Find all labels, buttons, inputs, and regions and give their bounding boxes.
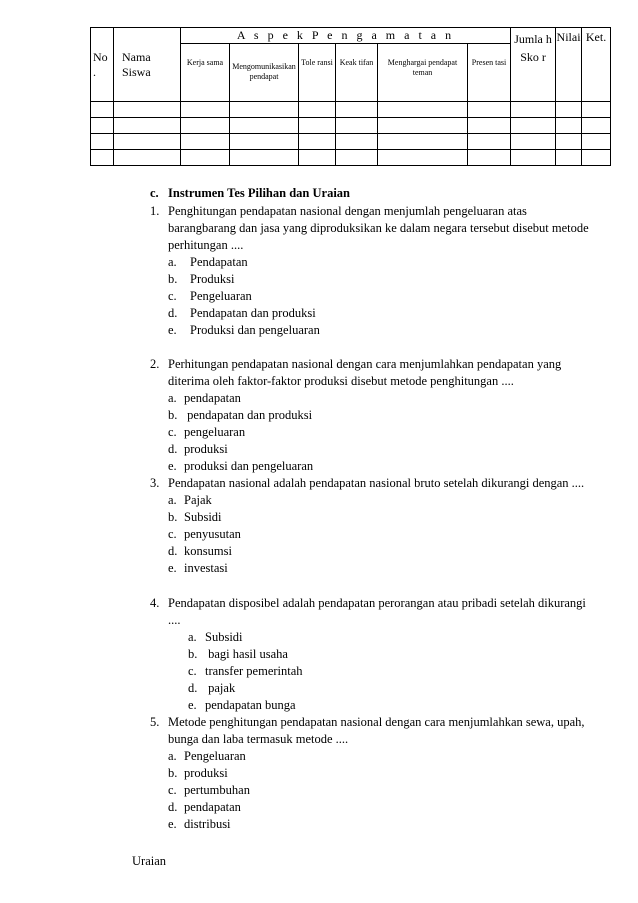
section-label: c. [150,186,159,200]
option-text: distribusi [184,817,231,831]
option-text: produksi dan pengeluaran [184,459,314,473]
option-text: Pendapatan dan produksi [190,306,316,320]
option-label: a. [188,630,197,644]
header-ket: Ket. [582,28,611,102]
question-text: bunga dan laba termasuk metode .... [168,732,349,746]
aspect-header: Keak tifan [336,44,378,102]
header-aspek-pengamatan: A s p e k P e n g a m a t a n [181,28,511,44]
option-text: pertumbuhan [184,783,250,797]
option-label: e. [168,817,177,831]
option-text: pendapatan [184,391,241,405]
question-number: 5. [150,715,160,729]
option-text: pajak [205,681,236,695]
option-text: pendapatan [184,800,241,814]
option-label: c. [168,289,177,303]
option-text: Pengeluaran [184,749,246,763]
table-row [91,150,611,166]
option-label: b. [168,510,178,524]
option-text: pendapatan dan produksi [184,408,313,422]
aspect-header: Kerja sama [181,44,230,102]
aspect-header: Mengomunikasikan pendapat [230,44,299,102]
question-text: .... [168,613,181,627]
option-label: d. [168,544,178,558]
question-text: barangbarang dan jasa yang diproduksikan ke dalam negara tersebut disebut metode [168,221,589,235]
option-text: pengeluaran [184,425,246,439]
header-nama-siswa: Nama Siswa [114,28,181,102]
option-label: c. [168,783,177,797]
option-text: produksi [184,442,228,456]
question-number: 4. [150,596,160,610]
question-text: perhitungan .... [168,238,244,252]
option-text: Subsidi [205,630,243,644]
option-label: b. [168,272,178,286]
option-text: bagi hasil usaha [205,647,288,661]
question-text: Penghitungan pendapatan nasional dengan menjumlah pengeluaran atas [168,204,527,218]
option-text: Pendapatan [190,255,248,269]
aspect-header: Menghargai pendapat teman [378,44,468,102]
option-text: konsumsi [184,544,232,558]
option-text: penyusutan [184,527,241,541]
option-label: b. [188,647,198,661]
header-no: No . [91,28,114,102]
question-number: 2. [150,357,160,371]
option-label: c. [168,425,177,439]
question-text: Perhitungan pendapatan nasional dengan cara menjumlahkan pendapatan yang [168,357,562,371]
question-number: 3. [150,476,160,490]
uraian-label: Uraian [132,854,167,868]
question-text: Pendapatan nasional adalah pendapatan nasional bruto setelah dikurangi dengan .... [168,476,585,490]
table-row [91,102,611,118]
aspect-header: Presen tasi [468,44,511,102]
option-text: Produksi dan pengeluaran [190,323,320,337]
question-text: diterima oleh faktor-faktor produksi disebut metode penghitungan .... [168,374,514,388]
option-label: d. [168,442,178,456]
aspect-header: Tole ransi [299,44,336,102]
option-label: d. [168,800,178,814]
option-text: transfer pemerintah [205,664,303,678]
option-label: a. [168,493,177,507]
option-label: e. [188,698,197,712]
option-label: e. [168,459,177,473]
option-label: b. [168,408,178,422]
option-label: a. [168,749,177,763]
option-text: investasi [184,561,228,575]
option-text: Subsidi [184,510,222,524]
question-number: 1. [150,204,160,218]
option-label: a. [168,255,177,269]
option-label: c. [168,527,177,541]
option-label: e. [168,561,177,575]
option-text: pendapatan bunga [205,698,296,712]
section-heading: Instrumen Tes Pilihan dan Uraian [168,186,350,200]
option-text: Produksi [190,272,235,286]
question-text: Pendapatan disposibel adalah pendapatan perorangan atau pribadi setelah dikurangi [168,596,586,610]
table-row [91,118,611,134]
option-label: c. [188,664,197,678]
header-jumlah-skor: Jumla h Sko r [511,28,556,102]
table-row [91,134,611,150]
option-label: d. [168,306,178,320]
option-label: b. [168,766,178,780]
option-text: Pajak [184,493,212,507]
option-label: e. [168,323,177,337]
option-label: d. [188,681,198,695]
option-text: Pengeluaran [190,289,252,303]
option-text: produksi [184,766,228,780]
option-label: a. [168,391,177,405]
header-nilai: Nilai [556,28,582,102]
question-text: Metode penghitungan pendapatan nasional dengan cara menjumlahkan sewa, upah, [168,715,585,729]
observation-table [90,27,611,166]
